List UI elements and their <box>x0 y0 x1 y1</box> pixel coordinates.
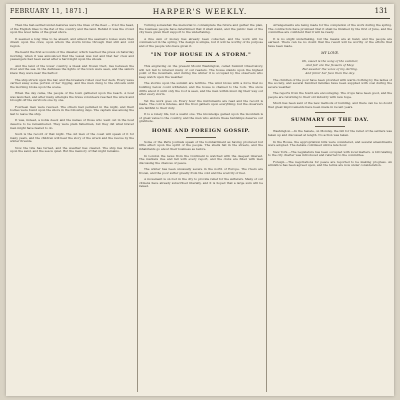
article-paragraph: Fourteen men were rescued. The others had perished in the night, and their bodies were found upon the shore in the following days. The captain was among the last to leave the ship. <box>10 104 134 116</box>
section-rule <box>315 126 345 127</box>
article-paragraph: It is no slight undertaking, but the means are at hand, and the people are earnest. There can be no doubt that the result will be worthy of the efforts that have been made. <box>268 36 392 48</box>
article-paragraph: The winter has been unusually severe in the north of Europe. The rivers are frozen, and the poor suffer greatly from the cold and the scarcity of fuel. <box>139 167 263 175</box>
article-paragraph: The children of the poor have been provided with warm clothing by the ladies of the society, and several hundred families have been supplied with coal during the severe weather. <box>268 77 392 89</box>
article-paragraph: Then the fast-settled under-features were the lines of the fleet — if not the head, of the English lines to the flat of the country and the land. Behind it was the crowd upon the level table of the great shore. <box>10 24 134 35</box>
poem-line: And fair are the flowers of May; <box>305 62 355 67</box>
article-paragraph: A movement is on foot in the city to provide relief for the sufferers. Many of our citizens have already subscribed liberally, and it is hoped that a large sum will be raised. <box>139 177 263 189</box>
section-title-summary: SUMMARY OF THE DAY. <box>290 117 369 124</box>
article-paragraph: Much has been said of the new methods of building, and there can be no doubt that great improvements have been made in recent years. <box>268 101 392 109</box>
poem-title: MY LOVE. <box>321 51 339 56</box>
issue-date: FEBRUARY 11, 1871.] <box>10 8 88 15</box>
article-paragraph: Some of the Paris journals speak of the bombardment as having produced but little effect upon the spirit of the people. The shells fall in the streets, and the inhabitants go about their business as before. <box>139 139 263 152</box>
article-paragraph: In the House, the appropriation bills were considered, and several amendments were adopted. The debate continued until a late hour. <box>268 139 392 148</box>
article-paragraph: When the day came, the people of the town gathered upon the beach. A boat was launched, and after many attempts the brave volunteers reached the wreck and brought off the survivors one by one. <box>10 91 134 103</box>
poem <box>268 59 392 76</box>
column-3 <box>268 24 392 392</box>
article-paragraph: A fine sum of money has already been collected, and the work will be commenced in the spring. The design is simple, but it will be worthy of its purpose and of the people who have given it. <box>139 36 263 48</box>
section-rule <box>186 137 216 138</box>
article-paragraph: It is a lonely life, but a useful one. The knowledge gained upon the mountain is of great value to the country, and the men who endure these hardships deserve our gratitude. <box>139 112 263 124</box>
article-paragraph: Washington.—In the Senate, on Monday, the bill for the relief of the settlers was taken up and discussed at length. No action was taken. <box>268 129 392 137</box>
article-paragraph: Foreign.—The negotiations for peace are reported to be making progress. An armistice has been agreed upon, and the terms are now under consideration. <box>268 159 392 168</box>
newspaper-page <box>6 4 394 396</box>
masthead-title: HARPER'S WEEKLY. <box>152 7 248 16</box>
article-paragraph: Now the tide has turned, and the weather has cleared. The ship lies broken upon the sand, and the sea is quiet. But the memory of that night remains. <box>10 145 134 154</box>
article-paragraph: It seemed a long time to be absent, and almost the seamen's bones were then drawn upon the crew, upon whom the storm broke through that still and cold region. <box>10 36 134 48</box>
article-paragraph: In London the news from the Continent is watched with the deepest interest. The markets rise and fall with every report, and the clubs are filled with men discussing the chances of peace. <box>139 153 263 165</box>
section-rule <box>186 61 216 62</box>
article-paragraph: The reports from the South are encouraging. The crops have been good, and the people are returning to their old industry with new hope. <box>268 91 392 99</box>
article-paragraph: The storms upon the summit are terrible. The wind blows with a force that no building below could withstand, and the house is chained to the rock. The snow drifts about it until only the roof is seen, and the men within must dig their way out after every storm. <box>139 81 263 97</box>
section-title-gossip: HOME AND FOREIGN GOSSIP. <box>151 127 251 134</box>
article-paragraph: We heard the first accounts of the disaster, which reached the press on Saturday morning, when it was announced that the vessel was lost and that her crew and passengers had been saved after a hard night upon the shoals. <box>10 50 134 62</box>
section-rule <box>315 112 345 113</box>
column-divider <box>266 24 267 392</box>
article-paragraph: Arrangements are being made for the completion of the work during the spring. The contractors have promised that it shall be finished by the first of June, and the committee are confident that it will be ready. <box>268 24 392 35</box>
poem-line: And fairer her face than the day. <box>305 71 355 76</box>
header-rule <box>10 18 390 19</box>
column-2 <box>139 24 263 392</box>
article-paragraph: Such is the record of that night. The old men of the coast will speak of it for many years, and the children will hear the story of the wreck and the rescue by the winter fireside. <box>10 132 134 144</box>
page-header <box>6 4 394 22</box>
poem-line: But sweeter the voice of my darling, <box>302 67 358 72</box>
poem-line: Oh, sweet is the song of the summer, <box>301 58 359 63</box>
article-paragraph: Yet the work goes on. Every hour the instruments are read and the record is made. The cold is intense, and the frost gathers upon everything; but the observers are faithful to their duty. <box>139 98 263 110</box>
article-paragraph: This engraving on the present Mount Washington, called Summit Observatory, will not fail to interest many of our readers. The house stands upon the highest point of the mountain, and during the winter it is occupied by the observers who keep watch upon the weather. <box>139 64 263 79</box>
column-1 <box>10 24 134 392</box>
article-paragraph: Turning somewhat the memorial to contemplate the future and gather the plan, the business people have determined that it shall stand, and the public men of the city have given their support to the undertaking. <box>139 24 263 35</box>
page-number: 131 <box>374 7 388 15</box>
article-paragraph: New York.—The Legislature has been occupied with local matters. A bill relating to the city charter was introduced and referred to the committee. <box>268 149 392 158</box>
column-divider <box>137 24 138 392</box>
section-title-top-house: "IN TOP HOUSE IN A STORM." <box>150 52 252 59</box>
article-paragraph: It was, indeed, a noble deed; and the names of those who went out in the boat deserve to be remembered. They were plain fishermen, but they did what braver men might have feared to do. <box>10 118 134 130</box>
article-paragraph: And the land of the lower country, a bleak and frozen tract, lies between the river and the sea. In the darkness the lights of the town were seen, and the sailors knew they were near the harbor. <box>10 63 134 76</box>
article-paragraph: The ship struck upon the bar, and the breakers rolled over her deck. Every wave carried away some portion of her rigging, and the men clung to the shrouds until the morning broke upon the scene. <box>10 77 134 89</box>
